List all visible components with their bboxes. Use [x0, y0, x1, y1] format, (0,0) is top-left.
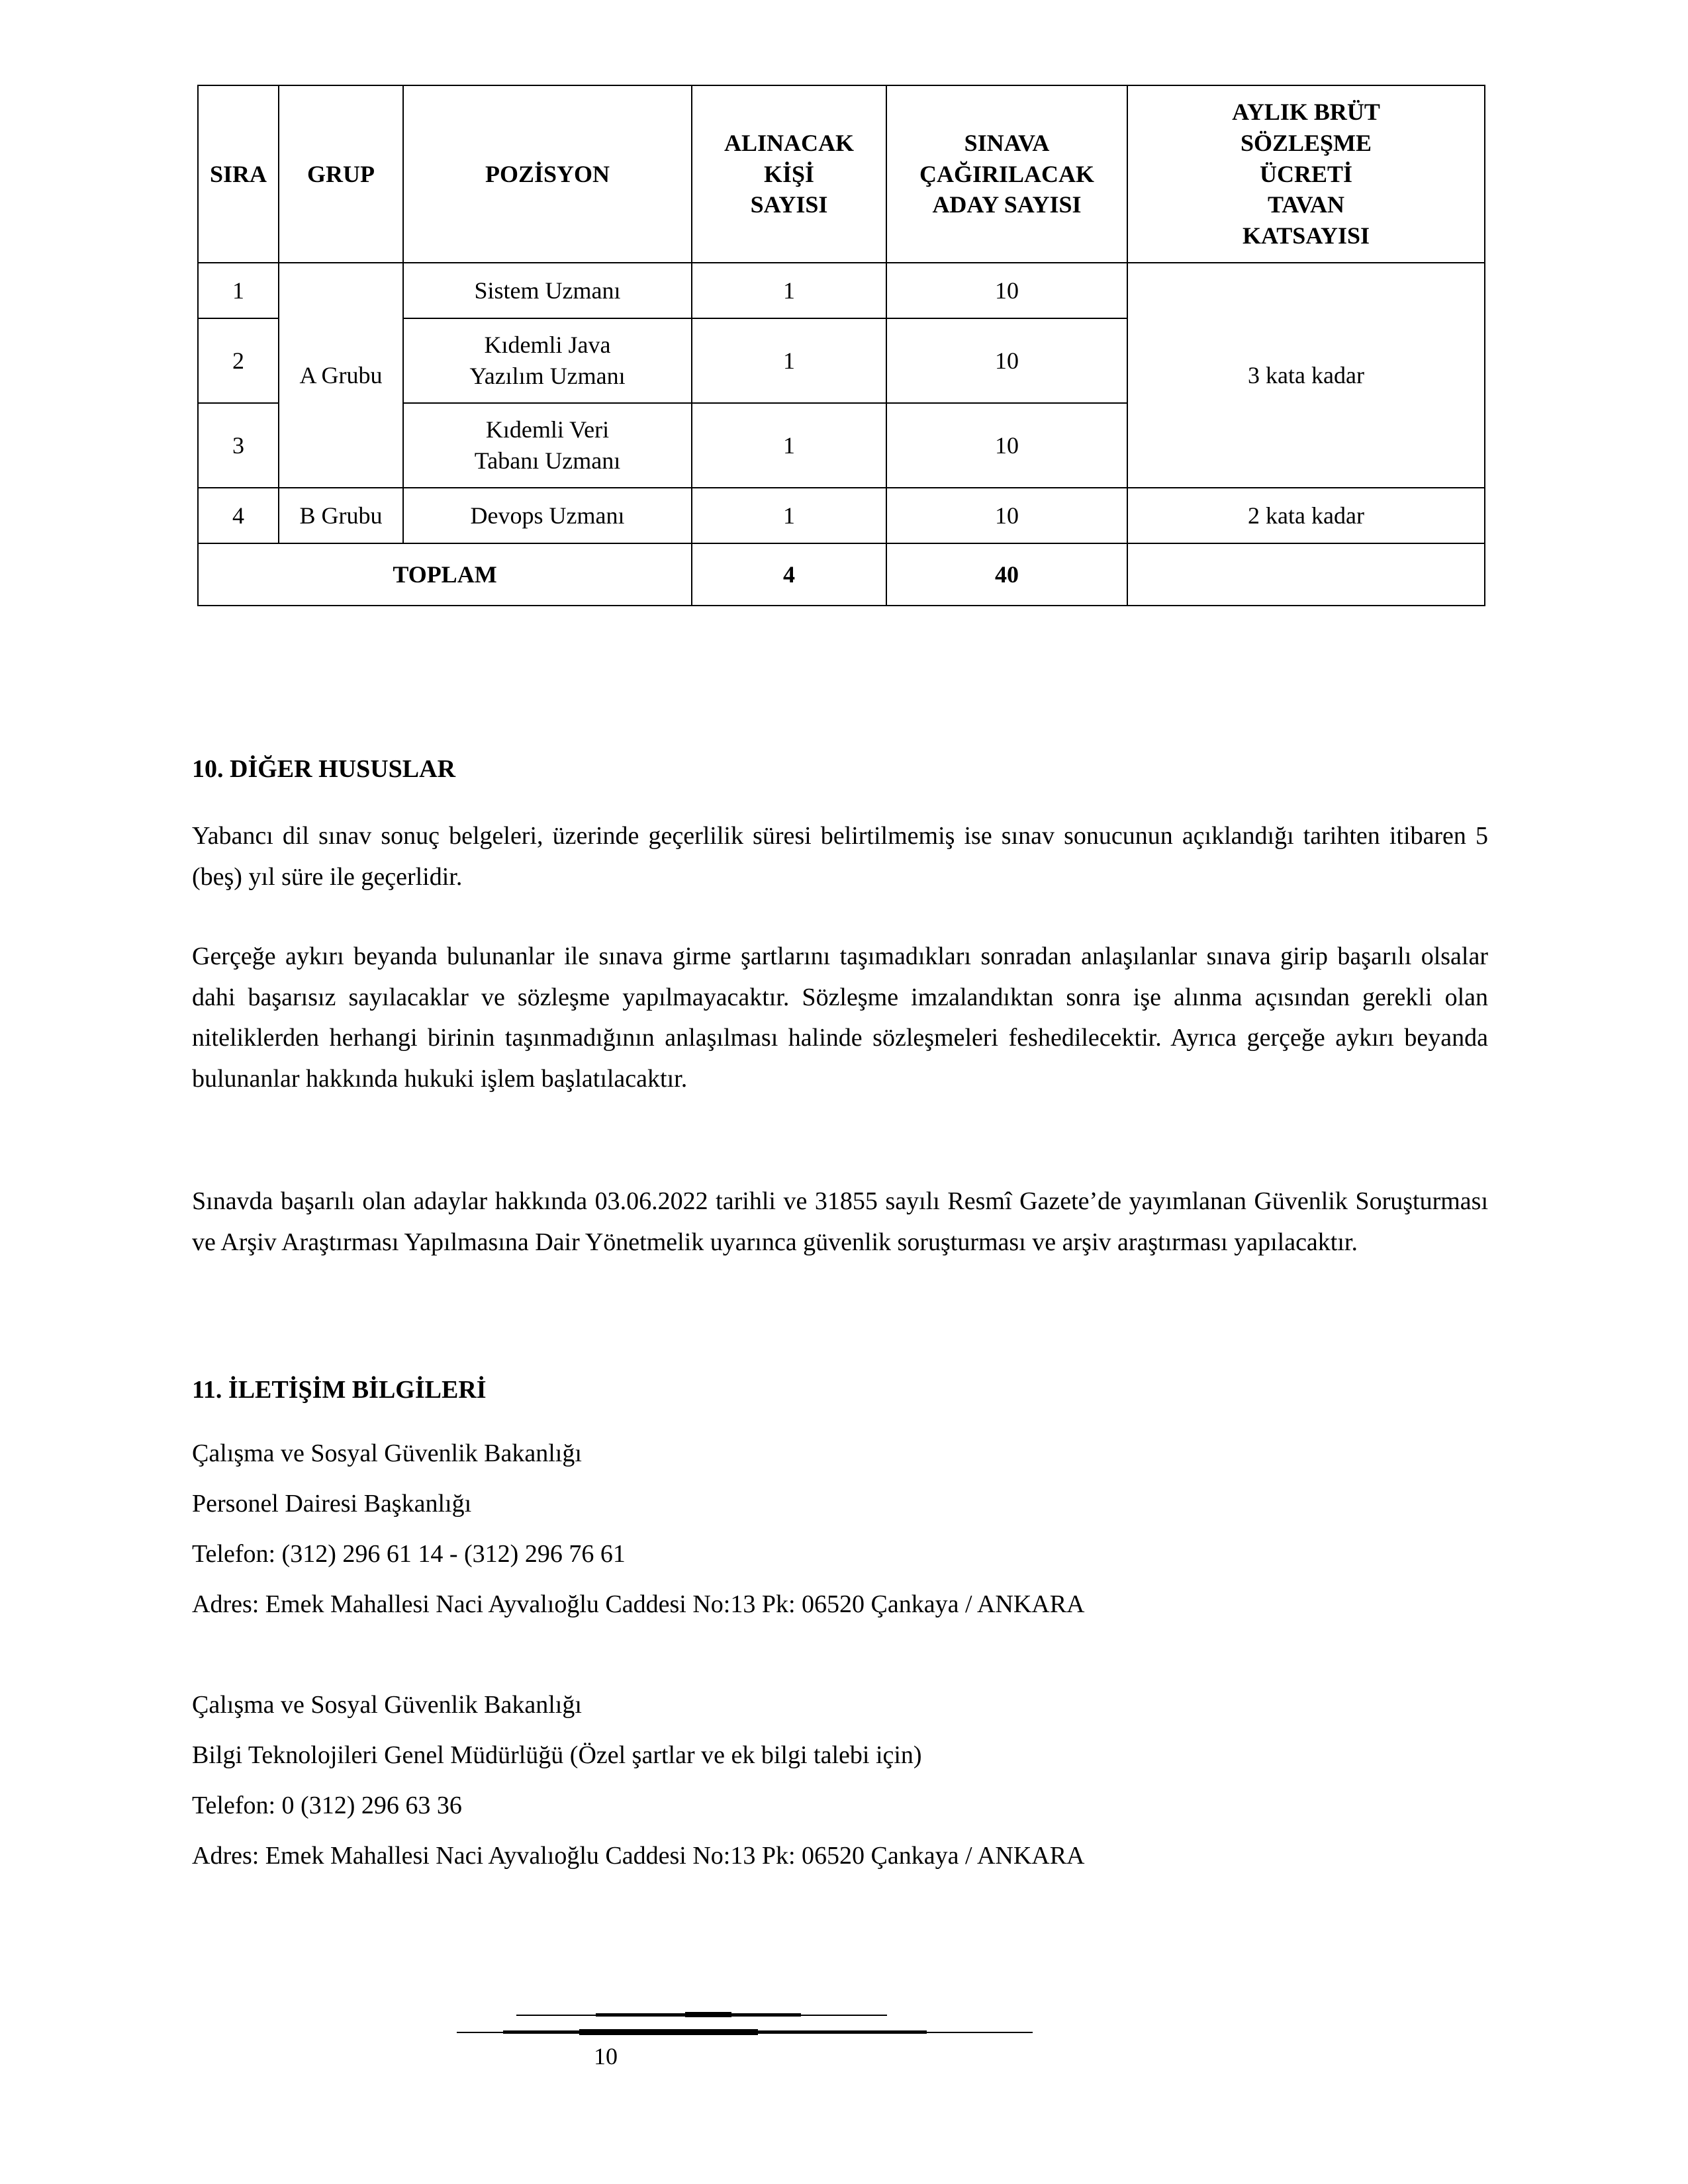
contact1-telefon: Telefon: (312) 296 61 14 - (312) 296 76 61	[192, 1540, 626, 1568]
cell-toplam-label: TOPLAM	[198, 543, 692, 606]
page-footer	[192, 1999, 1488, 2078]
pozisyon-line: Sistem Uzmanı	[474, 277, 621, 304]
cell-pozisyon	[403, 318, 692, 403]
contact1-kurum: Çalışma ve Sosyal Güvenlik Bakanlığı	[192, 1439, 582, 1467]
cell-grup: A Grubu	[279, 263, 403, 488]
pozisyon-line: Tabanı Uzmanı	[474, 447, 621, 474]
cell-kisi-sayisi: 1	[692, 318, 886, 403]
cell-kisi-sayisi: 1	[692, 403, 886, 488]
cell-aday-sayisi: 10	[886, 318, 1127, 403]
contact2-birim: Bilgi Teknolojileri Genel Müdürlüğü (Özel şartlar ve ek bilgi talebi için)	[192, 1741, 922, 1769]
header-aylik-brut-sozlesme-ucreti-tavan-katsayisi	[1127, 85, 1485, 263]
table-row	[198, 488, 1485, 543]
cell-sira: 3	[198, 403, 279, 488]
cell-kisi-sayisi: 1	[692, 488, 886, 543]
contact1-adres: Adres: Emek Mahallesi Naci Ayvalıoğlu Caddesi No:13 Pk: 06520 Çankaya / ANKARA	[192, 1590, 1085, 1618]
cell-sira: 1	[198, 263, 279, 318]
footer-divider	[579, 2029, 758, 2035]
header-sinava-cagirilacak-aday-sayisi	[886, 85, 1127, 263]
header-line: ADAY SAYISI	[932, 191, 1082, 218]
contact2-kurum: Çalışma ve Sosyal Güvenlik Bakanlığı	[192, 1691, 582, 1719]
header-line: AYLIK BRÜT	[1232, 99, 1380, 125]
pozisyon-line: Devops Uzmanı	[470, 502, 625, 529]
header-line: KİŞİ	[763, 160, 815, 187]
cell-aday-sayisi: 10	[886, 488, 1127, 543]
header-line: SÖZLEŞME	[1240, 129, 1372, 156]
header-alinacak-kisi-sayisi	[692, 85, 886, 263]
pozisyon-line: Yazılım Uzmanı	[469, 362, 626, 389]
cell-katsayi: 2 kata kadar	[1127, 488, 1485, 543]
footer-divider	[685, 2012, 731, 2017]
header-line: SINAVA	[964, 129, 1050, 156]
header-line: KATSAYISI	[1242, 222, 1370, 250]
cell-aday-sayisi: 10	[886, 263, 1127, 318]
table-total-row	[198, 543, 1485, 606]
cell-pozisyon	[403, 488, 692, 543]
cell-sira: 4	[198, 488, 279, 543]
cell-toplam-aday: 40	[886, 543, 1127, 606]
table-row	[198, 263, 1485, 318]
positions-table	[197, 85, 1485, 606]
heading-diger-hususlar: 10. DİĞER HUSUSLAR	[192, 755, 456, 783]
cell-kisi-sayisi: 1	[692, 263, 886, 318]
paragraph-yabanci-dil: Yabancı dil sınav sonuç belgeleri, üzerinde geçerlilik süresi belirtilmemiş ise sınav sonucunun açıklandığı tarihten itibaren 5 (beş) yıl süre ile geçerlidir.	[192, 822, 1488, 891]
contact2-telefon: Telefon: 0 (312) 296 63 36	[192, 1792, 462, 1819]
pozisyon-line: Kıdemli Veri	[485, 416, 610, 443]
header-sira: SIRA	[198, 85, 279, 263]
contact2-adres: Adres: Emek Mahallesi Naci Ayvalıoğlu Caddesi No:13 Pk: 06520 Çankaya / ANKARA	[192, 1842, 1085, 1870]
header-line: SAYISI	[750, 191, 828, 218]
contact1-birim: Personel Dairesi Başkanlığı	[192, 1490, 472, 1518]
cell-grup: B Grubu	[279, 488, 403, 543]
header-line: ÇAĞIRILACAK	[919, 160, 1095, 187]
cell-pozisyon	[403, 403, 692, 488]
header-line: ALINACAK	[724, 129, 854, 156]
cell-sira: 2	[198, 318, 279, 403]
cell-toplam-kisi: 4	[692, 543, 886, 606]
header-line: ÜCRETİ	[1259, 160, 1353, 187]
cell-aday-sayisi: 10	[886, 403, 1127, 488]
header-pozisyon: POZİSYON	[403, 85, 692, 263]
paragraph-guvenlik-sorusturmasi: Sınavda başarılı olan adaylar hakkında 03.06.2022 tarihli ve 31855 sayılı Resmî Gazete’de yayımlanan Güvenlik Soruşturması ve Arşiv Araştırması Yapılmasına Dair Yönetmelik uyarınca güvenlik soruşturması ve arşiv araştırması yapılacaktır.	[192, 1187, 1488, 1256]
header-grup: GRUP	[279, 85, 403, 263]
paragraph-gercege-aykiri: Gerçeğe aykırı beyanda bulunanlar ile sınava girme şartlarını taşımadıkları sonradan anlaşılanlar sınava girip başarılı olsalar dahi başarısız sayılacaklar ve sözleşme yapılmayacaktır. Sözleşme imzalandıktan sonra işe alınma açısından gerekli olan niteliklerden herhangi birinin taşınmadığının anlaşılması halinde sözleşmeleri feshedilecektir. Ayrıca gerçeğe aykırı beyanda bulunanlar hakkında hukuki işlem başlatılacaktır.	[192, 942, 1488, 1093]
page-number: 10	[594, 2043, 618, 2070]
cell-toplam-katsayi	[1127, 543, 1485, 606]
cell-katsayi: 3 kata kadar	[1127, 263, 1485, 488]
heading-iletisim-bilgileri: 11. İLETİŞİM BİLGİLERİ	[192, 1376, 487, 1404]
cell-pozisyon	[403, 263, 692, 318]
pozisyon-line: Kıdemli Java	[484, 332, 611, 359]
table-header-row	[198, 85, 1485, 263]
header-line: TAVAN	[1267, 191, 1345, 218]
